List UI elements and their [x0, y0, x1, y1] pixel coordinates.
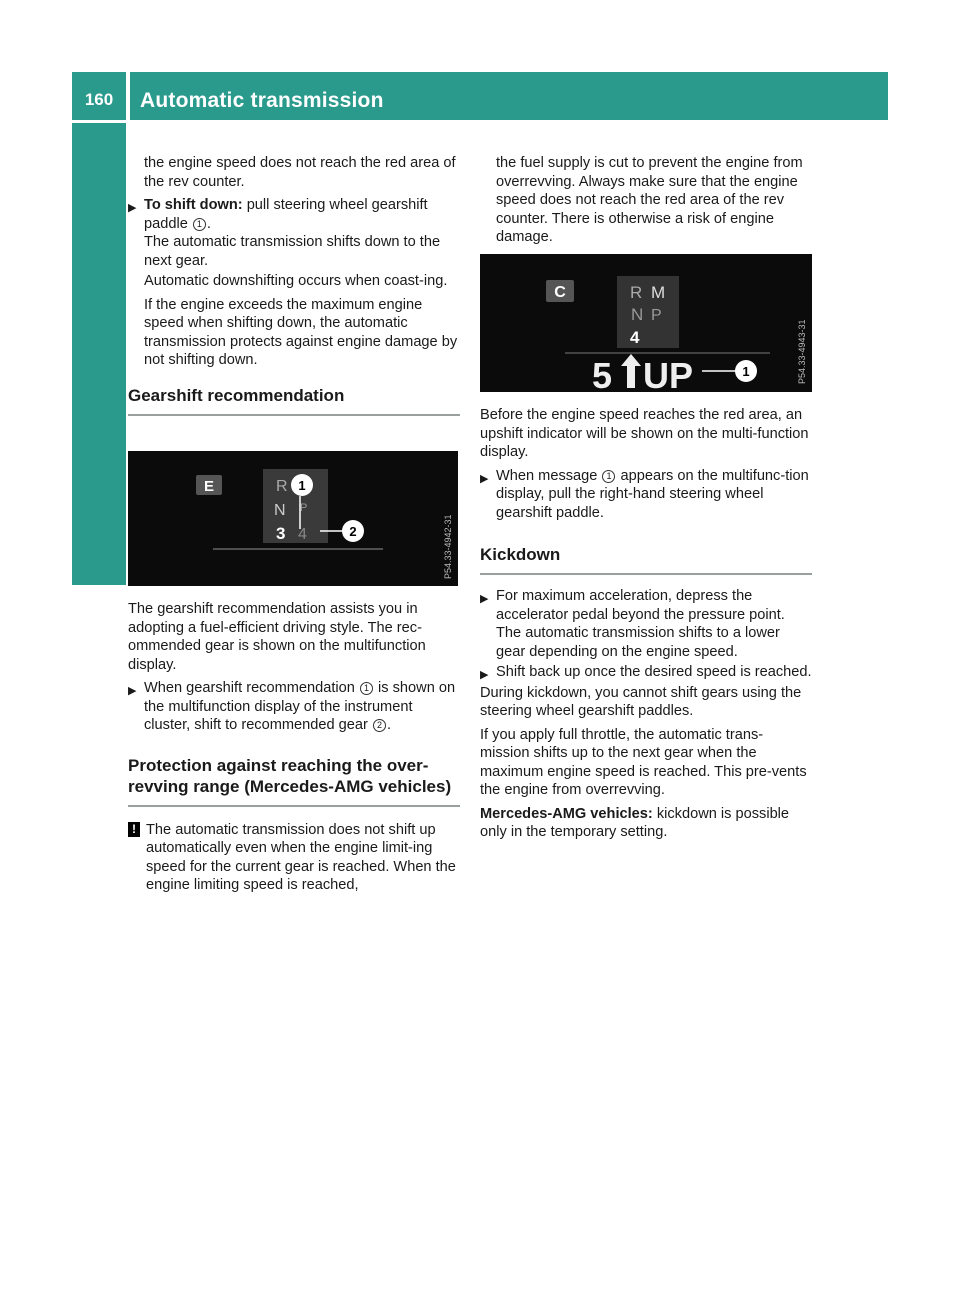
upshift-step — [480, 467, 812, 523]
amg-text: kickdown is possible only in the temporary setting. — [480, 805, 790, 840]
warning-text: The automatic transmission does not shift up automatically even when the engine limit-ing speed for the current gear is reached. When the engine limiting speed is reached, — [146, 821, 456, 893]
period: . — [386, 717, 392, 733]
gear-current-label: 3 — [276, 524, 286, 543]
gear-r-label: R — [276, 478, 288, 495]
arrow-icon: ▶ — [480, 472, 489, 485]
arrow-icon: ▶ — [480, 669, 489, 681]
kickdown-step-1-text: For maximum acceleration, depress the accelerator pedal beyond the pressure point. The automatic transmission shifts to a lower gear depending on the engine speed. — [496, 588, 785, 660]
chapter-title: Automatic transmission — [130, 72, 888, 120]
figure-code: P54.33-4942-31 — [443, 514, 453, 579]
mode-e-label: E — [203, 478, 215, 495]
page-number: 160 — [72, 72, 126, 120]
heading-protection-line1: Protection against reaching the over- — [128, 755, 429, 775]
period: . — [206, 215, 211, 232]
continued-text: the fuel supply is cut to prevent the engine from overrevving. Always make sure that the engine speed does not reach the red area of the rev counter. There is otherwise a risk of engine damage. — [496, 155, 803, 245]
kickdown-paragraph-2: If you apply full throttle, the automatic trans-mission shifts up to the next gear when the maximum engine speed is reached. This pre-vents the engine from overrevving. — [480, 726, 807, 798]
callout-1-icon: 1 — [193, 218, 206, 231]
heading-protection — [128, 755, 460, 807]
right-column — [480, 154, 812, 252]
upshift-indicator-figure — [480, 254, 812, 392]
indicator-text: UP — [643, 355, 694, 392]
gearshift-step-b: is shown on the multifunction display of the instrument cluster, shift to recommended gear — [144, 680, 456, 733]
heading-kickdown: Kickdown — [480, 544, 812, 575]
callout-1-icon: 1 — [742, 364, 750, 379]
upshift-step-b: appears on the multifunc-tion display, pull the right-hand steering wheel gearshift paddle. — [496, 467, 809, 521]
arrow-icon: ▶ — [480, 593, 489, 605]
heading-protection-line2: revving range (Mercedes-AMG vehicles) — [128, 776, 452, 796]
shift-down-label: To shift down: — [144, 197, 243, 213]
gearshift-step-a: When gearshift recommendation — [144, 680, 355, 696]
callout-1-icon: 1 — [602, 470, 615, 483]
intro-text: the engine speed does not reach the red area of the rev counter. — [144, 155, 456, 190]
arrow-icon: ▶ — [128, 685, 137, 697]
gear-current-label: 4 — [630, 328, 640, 347]
upshift-step-a: When message — [496, 467, 598, 484]
shift-down-result: The automatic transmission shifts down to the next gear. — [144, 234, 441, 269]
kickdown-step-2-text: Shift back up once the desired speed is reached. — [496, 664, 812, 680]
callout-2-icon: 2 — [349, 524, 357, 539]
gearshift-recommendation-figure — [128, 451, 458, 586]
warning-note — [128, 821, 460, 895]
arrow-icon: ▶ — [128, 202, 137, 214]
gear-recommended-label: 4 — [298, 526, 307, 543]
gear-m-label: M — [651, 283, 666, 302]
gear-p-label: P — [651, 307, 662, 324]
heading-gearshift: Gearshift recommendation — [128, 385, 460, 416]
upshift-paragraph: Before the engine speed reaches the red area, an upshift indicator will be shown on the multi-function display. — [480, 407, 809, 460]
kickdown-paragraph-1: During kickdown, you cannot shift gears using the steering wheel gearshift paddles. — [480, 684, 802, 719]
amg-label: Mercedes-AMG vehicles: — [480, 805, 653, 822]
auto-downshift-text: Automatic downshifting occurs when coast-ing. — [144, 273, 448, 289]
right-column-lower — [480, 406, 812, 847]
gear-r-label: R — [630, 283, 643, 302]
gearshift-step — [128, 679, 460, 735]
mode-c-label: C — [554, 284, 566, 301]
gear-n-label: N — [631, 305, 644, 324]
callout-2-icon: 2 — [373, 719, 386, 732]
section-label: Driving and parking — [87, 332, 109, 520]
shift-down-step — [128, 196, 460, 270]
left-column — [128, 154, 460, 416]
amg-note — [480, 805, 812, 842]
gearshift-paragraph: The gearshift recommendation assists you in adopting a fuel-efficient driving style. The rec-ommended gear is shown on the multifunction display. — [128, 601, 426, 673]
callout-1-icon: 1 — [360, 682, 373, 695]
left-column-lower — [128, 600, 460, 895]
figure-code: P54.33-4943-31 — [797, 319, 807, 384]
indicator-gear: 5 — [592, 355, 613, 392]
kickdown-step-2 — [480, 663, 812, 682]
exceed-text: If the engine exceeds the maximum engine speed when shifting down, the automatic transmission protects against engine damage by not shifting down. — [144, 296, 458, 368]
callout-1-icon: 1 — [298, 478, 306, 493]
gear-n-label: N — [274, 502, 286, 519]
gear-p-label: P — [300, 502, 308, 514]
warning-icon: ! — [128, 822, 140, 837]
shift-down-text: pull steering wheel gearshift paddle — [144, 197, 428, 232]
kickdown-step-1 — [480, 587, 812, 661]
